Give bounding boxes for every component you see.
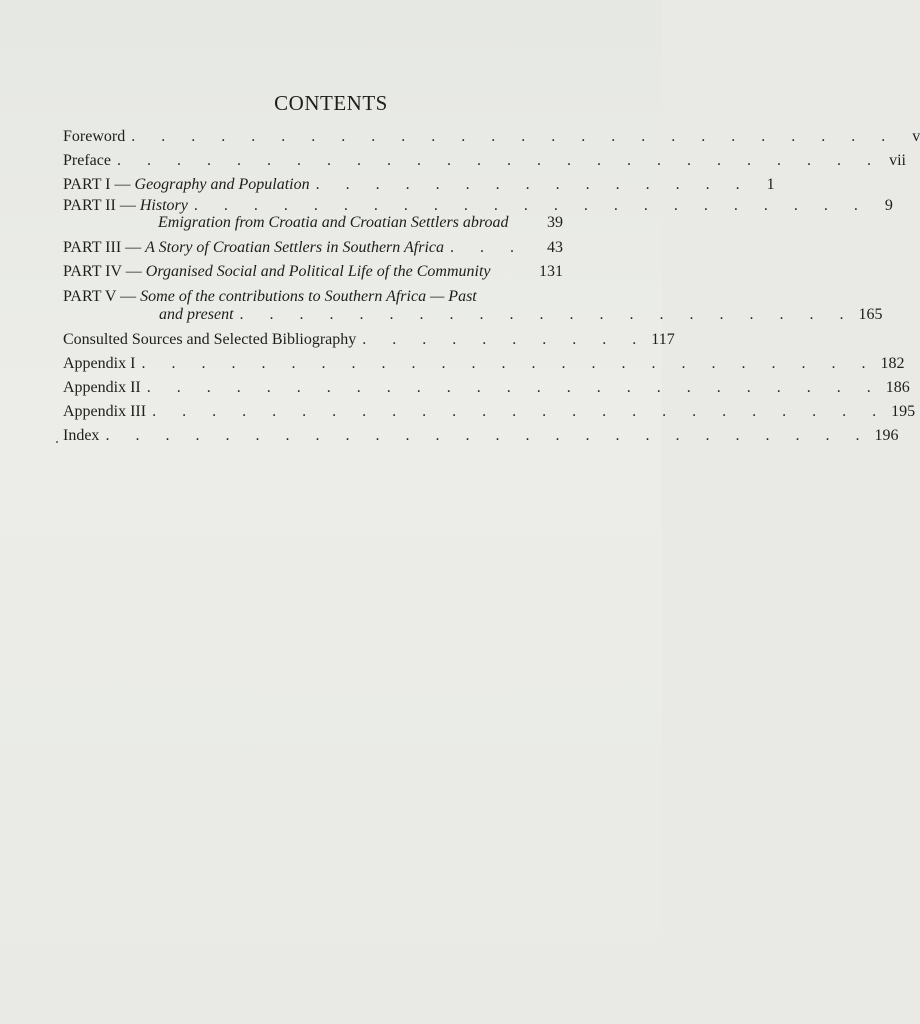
toc-label: Index	[63, 427, 100, 444]
leader-dots: . . .	[449, 239, 525, 256]
leader-dots: . . . . . . . . . . . . . . .	[315, 176, 751, 193]
toc-entry-appendix-1[interactable]	[63, 354, 905, 374]
toc-sub-title: and present	[159, 306, 234, 323]
toc-entry-foreword[interactable]	[63, 127, 920, 147]
toc-entry-part-4[interactable]	[63, 262, 563, 282]
toc-page-number: 39	[547, 214, 563, 231]
toc-page-number: 117	[651, 331, 675, 348]
toc-entry-part-5-continued[interactable]	[63, 305, 883, 325]
toc-part-label: PART II —	[63, 197, 140, 214]
leader-dots: . . . . . . . . . . . . . . . . . . . . . . . . . .	[131, 128, 897, 145]
toc-page-number: 9	[884, 197, 893, 214]
toc-page-number: 186	[885, 379, 910, 396]
toc-page-number: 195	[891, 403, 916, 420]
toc-label: Consulted Sources and Selected Bibliography	[63, 331, 357, 348]
toc-label: Appendix III	[63, 403, 147, 420]
toc-sub-title: Emigration from Croatia and Croatian Settlers abroad	[158, 214, 509, 231]
toc-page-number: 165	[858, 306, 883, 323]
toc-label: Appendix II	[63, 379, 141, 396]
toc-part-label: PART IV —	[63, 263, 146, 280]
stray-mark	[56, 441, 58, 443]
toc-entry-index[interactable]	[63, 426, 899, 446]
leader-dots: . . . . . . . . . . . . . . . . . . . . . . . . .	[152, 403, 888, 420]
toc-entry-part-3[interactable]	[63, 238, 563, 258]
toc-entry-part-1[interactable]	[63, 175, 775, 195]
toc-page-number: 1	[766, 176, 775, 193]
toc-label: Foreword	[63, 128, 126, 145]
leader-dots: . . . . . . . . . . . . . . . . . . . . . . . . . .	[116, 152, 882, 169]
toc-part-title: Geography and Population	[134, 176, 310, 193]
toc-entry-bibliography[interactable]	[63, 330, 675, 350]
toc-part-title: History	[139, 197, 188, 214]
toc-entry-emigration[interactable]	[63, 213, 563, 233]
leader-dots: . . . . . . . . . . . . . . . . . . . . . . . . .	[146, 379, 882, 396]
leader-dots: . . . . . . . . . .	[362, 331, 648, 348]
toc-entry-appendix-2[interactable]	[63, 378, 910, 398]
toc-entry-preface[interactable]	[63, 151, 906, 171]
toc-part-title: Some of the contributions to Southern Africa — Past	[140, 288, 477, 305]
toc-label: Appendix I	[63, 355, 136, 372]
leader-dots: . . . . . . . . . . . . . . . . . . . . .	[239, 306, 855, 323]
toc-page-number: 131	[539, 263, 563, 280]
leader-dots: . . . . . . . . . . . . . . . . . . . . . . . . . .	[105, 427, 871, 444]
contents-heading: CONTENTS	[274, 91, 388, 115]
toc-page-number: 43	[547, 239, 563, 256]
toc-entry-appendix-3[interactable]	[63, 402, 916, 422]
toc-part-label: PART I —	[63, 176, 135, 193]
toc-page-number: 196	[874, 427, 899, 444]
toc-part-label: PART III —	[63, 239, 146, 256]
toc-entry-part-5[interactable]	[63, 287, 563, 307]
toc-part-title: Organised Social and Political Life of the Community	[145, 263, 491, 280]
toc-page-number: v	[912, 128, 920, 145]
toc-page-number: 182	[880, 355, 905, 372]
leader-dots: . . . . . . . . . . . . . . . . . . . . . . . . .	[141, 355, 877, 372]
leader-dots: . . . . . . . . . . . . . . . . . . . . . . .	[193, 197, 869, 214]
toc-label: Preface	[63, 152, 111, 169]
toc-part-title: A Story of Croatian Settlers in Southern Africa	[145, 239, 444, 256]
toc-part-label: PART V —	[63, 288, 141, 305]
toc-page-number: vii	[889, 152, 906, 169]
